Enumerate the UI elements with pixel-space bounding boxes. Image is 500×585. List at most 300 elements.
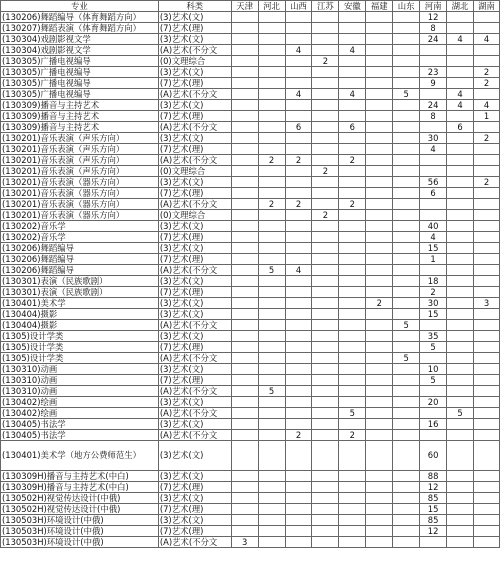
cell-tianjin bbox=[231, 45, 258, 56]
cell-category: (A)艺术(不分文 bbox=[158, 386, 231, 397]
cell-jiangsu bbox=[312, 515, 339, 526]
cell-category: (3)艺术(文) bbox=[158, 419, 231, 430]
table-row bbox=[1, 320, 500, 331]
cell-hebei bbox=[258, 188, 285, 199]
cell-major: (130401)美术学 bbox=[1, 298, 159, 309]
cell-tianjin bbox=[231, 188, 258, 199]
cell-henan: 30 bbox=[420, 298, 447, 309]
cell-hunan bbox=[473, 287, 499, 298]
cell-henan: 1 bbox=[420, 254, 447, 265]
cell-fujian bbox=[366, 471, 393, 482]
cell-fujian bbox=[366, 221, 393, 232]
cell-fujian bbox=[366, 353, 393, 364]
cell-category: (3)艺术(文) bbox=[158, 12, 231, 23]
cell-hebei bbox=[258, 375, 285, 386]
cell-fujian bbox=[366, 526, 393, 537]
cell-shandong bbox=[393, 419, 420, 430]
cell-hunan bbox=[473, 276, 499, 287]
cell-shandong bbox=[393, 265, 420, 276]
cell-anhui: 5 bbox=[339, 408, 366, 419]
cell-anhui: 4 bbox=[339, 45, 366, 56]
cell-hebei bbox=[258, 122, 285, 133]
cell-fujian bbox=[366, 397, 393, 408]
cell-hebei bbox=[258, 526, 285, 537]
cell-shanxi bbox=[285, 111, 312, 122]
cell-hebei: 5 bbox=[258, 265, 285, 276]
cell-fujian: 2 bbox=[366, 298, 393, 309]
cell-hunan bbox=[473, 331, 499, 342]
cell-category: (3)艺术(文) bbox=[158, 34, 231, 45]
cell-hubei bbox=[447, 309, 474, 320]
cell-hebei bbox=[258, 441, 285, 471]
cell-category: (7)艺术(理) bbox=[158, 287, 231, 298]
column-header-fujian: 福建 bbox=[366, 1, 393, 12]
cell-hunan bbox=[473, 23, 499, 34]
cell-anhui bbox=[339, 375, 366, 386]
cell-shandong bbox=[393, 298, 420, 309]
cell-hunan: 3 bbox=[473, 298, 499, 309]
cell-fujian bbox=[366, 375, 393, 386]
cell-tianjin bbox=[231, 56, 258, 67]
cell-major: (130310)动画 bbox=[1, 375, 159, 386]
cell-henan: 5 bbox=[420, 342, 447, 353]
table-row bbox=[1, 188, 500, 199]
table-row bbox=[1, 298, 500, 309]
cell-tianjin bbox=[231, 232, 258, 243]
cell-major: (130405)书法学 bbox=[1, 430, 159, 441]
cell-hebei bbox=[258, 210, 285, 221]
cell-hebei bbox=[258, 408, 285, 419]
cell-anhui bbox=[339, 287, 366, 298]
cell-henan bbox=[420, 353, 447, 364]
table-row bbox=[1, 45, 500, 56]
cell-major: (130301)表演（民族歌剧） bbox=[1, 287, 159, 298]
cell-henan bbox=[420, 210, 447, 221]
cell-anhui bbox=[339, 298, 366, 309]
cell-jiangsu bbox=[312, 232, 339, 243]
cell-major: (130202)音乐学 bbox=[1, 232, 159, 243]
cell-shandong bbox=[393, 375, 420, 386]
cell-fujian bbox=[366, 78, 393, 89]
cell-henan: 4 bbox=[420, 144, 447, 155]
table-row bbox=[1, 287, 500, 298]
cell-fujian bbox=[366, 133, 393, 144]
cell-shanxi: 6 bbox=[285, 122, 312, 133]
cell-category: (A)艺术(不分文 bbox=[158, 199, 231, 210]
cell-hubei bbox=[447, 78, 474, 89]
cell-tianjin bbox=[231, 320, 258, 331]
cell-major: (130201)音乐表演（器乐方向） bbox=[1, 210, 159, 221]
table-row bbox=[1, 166, 500, 177]
cell-shanxi bbox=[285, 397, 312, 408]
cell-major: (1305)设计学类 bbox=[1, 331, 159, 342]
cell-jiangsu bbox=[312, 430, 339, 441]
cell-major: (130201)音乐表演（器乐方向） bbox=[1, 199, 159, 210]
cell-shandong bbox=[393, 254, 420, 265]
table-row bbox=[1, 232, 500, 243]
cell-jiangsu: 2 bbox=[312, 56, 339, 67]
cell-jiangsu bbox=[312, 526, 339, 537]
cell-hunan bbox=[473, 353, 499, 364]
column-header-tianjin: 天津 bbox=[231, 1, 258, 12]
cell-shandong bbox=[393, 526, 420, 537]
cell-hunan bbox=[473, 199, 499, 210]
cell-hebei bbox=[258, 243, 285, 254]
cell-hubei bbox=[447, 419, 474, 430]
cell-category: (0)文理综合 bbox=[158, 210, 231, 221]
cell-jiangsu bbox=[312, 254, 339, 265]
cell-shanxi bbox=[285, 441, 312, 471]
cell-hebei bbox=[258, 232, 285, 243]
cell-fujian bbox=[366, 482, 393, 493]
column-header-hunan: 湖南 bbox=[473, 1, 499, 12]
cell-anhui bbox=[339, 254, 366, 265]
table-row bbox=[1, 221, 500, 232]
cell-hunan bbox=[473, 265, 499, 276]
cell-fujian bbox=[366, 364, 393, 375]
cell-anhui bbox=[339, 419, 366, 430]
table-row bbox=[1, 430, 500, 441]
cell-shanxi: 4 bbox=[285, 265, 312, 276]
cell-anhui bbox=[339, 111, 366, 122]
cell-hebei: 5 bbox=[258, 386, 285, 397]
cell-hebei bbox=[258, 504, 285, 515]
cell-henan bbox=[420, 320, 447, 331]
cell-category: (A)艺术(不分文 bbox=[158, 122, 231, 133]
cell-category: (7)艺术(理) bbox=[158, 111, 231, 122]
cell-major: (130206)舞蹈编导 bbox=[1, 243, 159, 254]
table-row bbox=[1, 243, 500, 254]
cell-fujian bbox=[366, 122, 393, 133]
cell-fujian bbox=[366, 166, 393, 177]
cell-major: (130502H)视觉传达设计(中俄) bbox=[1, 504, 159, 515]
cell-fujian bbox=[366, 287, 393, 298]
table-row bbox=[1, 265, 500, 276]
cell-shanxi bbox=[285, 56, 312, 67]
cell-shanxi: 2 bbox=[285, 155, 312, 166]
cell-jiangsu bbox=[312, 364, 339, 375]
cell-tianjin bbox=[231, 133, 258, 144]
cell-tianjin bbox=[231, 526, 258, 537]
cell-hunan bbox=[473, 504, 499, 515]
cell-jiangsu bbox=[312, 67, 339, 78]
cell-henan: 12 bbox=[420, 482, 447, 493]
cell-hunan bbox=[473, 430, 499, 441]
cell-hunan bbox=[473, 397, 499, 408]
column-header-henan: 河南 bbox=[420, 1, 447, 12]
cell-tianjin bbox=[231, 12, 258, 23]
cell-henan: 8 bbox=[420, 111, 447, 122]
cell-category: (3)艺术(文) bbox=[158, 100, 231, 111]
column-header-major: 专业 bbox=[1, 1, 159, 12]
cell-tianjin bbox=[231, 471, 258, 482]
cell-fujian bbox=[366, 331, 393, 342]
column-header-shandong: 山东 bbox=[393, 1, 420, 12]
cell-anhui bbox=[339, 471, 366, 482]
cell-shanxi bbox=[285, 221, 312, 232]
cell-tianjin bbox=[231, 408, 258, 419]
cell-hebei bbox=[258, 471, 285, 482]
cell-hebei bbox=[258, 78, 285, 89]
cell-jiangsu bbox=[312, 177, 339, 188]
cell-shanxi bbox=[285, 320, 312, 331]
cell-henan bbox=[420, 89, 447, 100]
cell-shandong bbox=[393, 210, 420, 221]
table-row bbox=[1, 515, 500, 526]
cell-hunan bbox=[473, 515, 499, 526]
table-row bbox=[1, 276, 500, 287]
cell-category: (7)艺术(理) bbox=[158, 482, 231, 493]
cell-henan: 10 bbox=[420, 364, 447, 375]
cell-major: (130310)动画 bbox=[1, 386, 159, 397]
cell-shanxi bbox=[285, 276, 312, 287]
cell-category: (A)艺术(不分文 bbox=[158, 320, 231, 331]
cell-hubei bbox=[447, 243, 474, 254]
cell-tianjin bbox=[231, 122, 258, 133]
cell-hebei bbox=[258, 89, 285, 100]
cell-major: (130201)音乐表演（声乐方向） bbox=[1, 166, 159, 177]
cell-hebei bbox=[258, 144, 285, 155]
cell-shandong bbox=[393, 56, 420, 67]
cell-henan bbox=[420, 45, 447, 56]
cell-henan: 5 bbox=[420, 375, 447, 386]
cell-shandong bbox=[393, 177, 420, 188]
cell-hunan bbox=[473, 89, 499, 100]
cell-jiangsu bbox=[312, 441, 339, 471]
cell-hunan bbox=[473, 254, 499, 265]
cell-tianjin bbox=[231, 309, 258, 320]
cell-anhui bbox=[339, 188, 366, 199]
column-header-jiangsu: 江苏 bbox=[312, 1, 339, 12]
cell-henan bbox=[420, 386, 447, 397]
cell-shanxi bbox=[285, 67, 312, 78]
cell-henan: 15 bbox=[420, 504, 447, 515]
cell-shanxi bbox=[285, 243, 312, 254]
cell-major: (130402)绘画 bbox=[1, 408, 159, 419]
cell-shanxi bbox=[285, 493, 312, 504]
cell-hebei bbox=[258, 56, 285, 67]
cell-henan bbox=[420, 166, 447, 177]
cell-hunan bbox=[473, 12, 499, 23]
cell-hebei bbox=[258, 221, 285, 232]
cell-hubei bbox=[447, 515, 474, 526]
cell-shanxi bbox=[285, 210, 312, 221]
cell-shandong bbox=[393, 45, 420, 56]
cell-hunan bbox=[473, 210, 499, 221]
cell-hunan bbox=[473, 243, 499, 254]
cell-henan: 23 bbox=[420, 67, 447, 78]
column-header-shanxi: 山西 bbox=[285, 1, 312, 12]
table-row bbox=[1, 12, 500, 23]
cell-hebei bbox=[258, 177, 285, 188]
cell-major: (130206)舞蹈编导（体育舞蹈方向） bbox=[1, 12, 159, 23]
cell-fujian bbox=[366, 100, 393, 111]
cell-shandong bbox=[393, 364, 420, 375]
cell-hubei bbox=[447, 199, 474, 210]
cell-hunan bbox=[473, 232, 499, 243]
cell-fujian bbox=[366, 144, 393, 155]
cell-category: (7)艺术(理) bbox=[158, 342, 231, 353]
cell-tianjin bbox=[231, 493, 258, 504]
cell-jiangsu bbox=[312, 493, 339, 504]
cell-anhui bbox=[339, 397, 366, 408]
cell-hebei bbox=[258, 276, 285, 287]
cell-henan bbox=[420, 199, 447, 210]
cell-hubei: 4 bbox=[447, 89, 474, 100]
cell-jiangsu bbox=[312, 100, 339, 111]
cell-shandong bbox=[393, 397, 420, 408]
cell-shandong: 5 bbox=[393, 89, 420, 100]
cell-shanxi: 4 bbox=[285, 89, 312, 100]
cell-henan: 4 bbox=[420, 232, 447, 243]
cell-anhui bbox=[339, 504, 366, 515]
cell-hunan: 1 bbox=[473, 111, 499, 122]
cell-anhui bbox=[339, 12, 366, 23]
column-header-category: 科类 bbox=[158, 1, 231, 12]
table-row bbox=[1, 133, 500, 144]
cell-major: (130503H)环境设计(中俄) bbox=[1, 515, 159, 526]
cell-major: (130503H)环境设计(中俄) bbox=[1, 526, 159, 537]
cell-tianjin bbox=[231, 331, 258, 342]
table-row bbox=[1, 144, 500, 155]
cell-shandong bbox=[393, 144, 420, 155]
cell-fujian bbox=[366, 254, 393, 265]
cell-shandong bbox=[393, 67, 420, 78]
table-row bbox=[1, 177, 500, 188]
cell-major: (1305)设计学类 bbox=[1, 342, 159, 353]
cell-hebei bbox=[258, 353, 285, 364]
cell-henan: 12 bbox=[420, 526, 447, 537]
cell-shanxi bbox=[285, 12, 312, 23]
cell-hunan bbox=[473, 493, 499, 504]
cell-shanxi bbox=[285, 526, 312, 537]
table-row bbox=[1, 504, 500, 515]
cell-jiangsu bbox=[312, 144, 339, 155]
cell-shanxi bbox=[285, 537, 312, 548]
cell-shanxi bbox=[285, 177, 312, 188]
cell-jiangsu bbox=[312, 89, 339, 100]
cell-hunan bbox=[473, 309, 499, 320]
cell-tianjin bbox=[231, 265, 258, 276]
cell-major: (130401)美术学（地方公费师范生） bbox=[1, 441, 159, 471]
cell-shandong bbox=[393, 243, 420, 254]
cell-major: (130206)舞蹈编导 bbox=[1, 254, 159, 265]
cell-category: (3)艺术(文) bbox=[158, 243, 231, 254]
cell-jiangsu bbox=[312, 243, 339, 254]
table-row bbox=[1, 537, 500, 548]
cell-hubei bbox=[447, 441, 474, 471]
cell-major: (130207)舞蹈表演（体育舞蹈方向） bbox=[1, 23, 159, 34]
cell-hunan bbox=[473, 375, 499, 386]
cell-hunan bbox=[473, 342, 499, 353]
cell-tianjin bbox=[231, 100, 258, 111]
cell-shandong bbox=[393, 537, 420, 548]
cell-henan: 6 bbox=[420, 188, 447, 199]
cell-category: (A)艺术(不分文 bbox=[158, 537, 231, 548]
cell-category: (3)艺术(文) bbox=[158, 298, 231, 309]
cell-jiangsu bbox=[312, 419, 339, 430]
cell-major: (130201)音乐表演（器乐方向） bbox=[1, 188, 159, 199]
table-row bbox=[1, 254, 500, 265]
cell-hubei bbox=[447, 353, 474, 364]
cell-shanxi bbox=[285, 386, 312, 397]
table-row bbox=[1, 210, 500, 221]
cell-shandong bbox=[393, 504, 420, 515]
cell-category: (7)艺术(理) bbox=[158, 23, 231, 34]
cell-anhui bbox=[339, 331, 366, 342]
cell-hunan: 4 bbox=[473, 100, 499, 111]
cell-jiangsu bbox=[312, 276, 339, 287]
cell-shanxi bbox=[285, 254, 312, 265]
cell-category: (A)艺术(不分文 bbox=[158, 45, 231, 56]
cell-hebei bbox=[258, 23, 285, 34]
cell-major: (130309H)播音与主持艺术(中白) bbox=[1, 482, 159, 493]
cell-shandong bbox=[393, 78, 420, 89]
cell-hubei bbox=[447, 397, 474, 408]
cell-anhui bbox=[339, 67, 366, 78]
cell-jiangsu bbox=[312, 375, 339, 386]
cell-henan bbox=[420, 265, 447, 276]
cell-hubei bbox=[447, 23, 474, 34]
cell-major: (130309)播音与主持艺术 bbox=[1, 111, 159, 122]
cell-henan bbox=[420, 155, 447, 166]
cell-category: (A)艺术(不分文 bbox=[158, 353, 231, 364]
cell-hunan bbox=[473, 122, 499, 133]
cell-shanxi: 2 bbox=[285, 199, 312, 210]
cell-jiangsu bbox=[312, 331, 339, 342]
cell-shanxi bbox=[285, 287, 312, 298]
cell-category: (3)艺术(文) bbox=[158, 67, 231, 78]
cell-fujian bbox=[366, 493, 393, 504]
cell-anhui bbox=[339, 166, 366, 177]
table-row bbox=[1, 155, 500, 166]
cell-shanxi bbox=[285, 298, 312, 309]
cell-category: (3)艺术(文) bbox=[158, 221, 231, 232]
cell-shandong bbox=[393, 342, 420, 353]
cell-anhui bbox=[339, 276, 366, 287]
cell-hubei bbox=[447, 298, 474, 309]
cell-category: (A)艺术(不分文 bbox=[158, 89, 231, 100]
cell-anhui bbox=[339, 482, 366, 493]
cell-hunan: 2 bbox=[473, 133, 499, 144]
table-row bbox=[1, 56, 500, 67]
cell-shandong bbox=[393, 133, 420, 144]
cell-category: (3)艺术(文) bbox=[158, 471, 231, 482]
cell-tianjin bbox=[231, 397, 258, 408]
cell-jiangsu bbox=[312, 287, 339, 298]
cell-henan: 24 bbox=[420, 34, 447, 45]
cell-tianjin bbox=[231, 89, 258, 100]
cell-hebei bbox=[258, 67, 285, 78]
cell-anhui bbox=[339, 515, 366, 526]
cell-hubei bbox=[447, 133, 474, 144]
cell-tianjin bbox=[231, 386, 258, 397]
cell-category: (0)文理综合 bbox=[158, 166, 231, 177]
cell-tianjin bbox=[231, 298, 258, 309]
cell-category: (3)艺术(文) bbox=[158, 441, 231, 471]
cell-anhui bbox=[339, 537, 366, 548]
cell-category: (3)艺术(文) bbox=[158, 177, 231, 188]
cell-henan: 2 bbox=[420, 287, 447, 298]
cell-tianjin: 3 bbox=[231, 537, 258, 548]
table-row bbox=[1, 493, 500, 504]
table-row bbox=[1, 408, 500, 419]
cell-shandong bbox=[393, 287, 420, 298]
cell-hubei: 4 bbox=[447, 100, 474, 111]
cell-jiangsu bbox=[312, 482, 339, 493]
cell-jiangsu bbox=[312, 386, 339, 397]
cell-hunan bbox=[473, 166, 499, 177]
